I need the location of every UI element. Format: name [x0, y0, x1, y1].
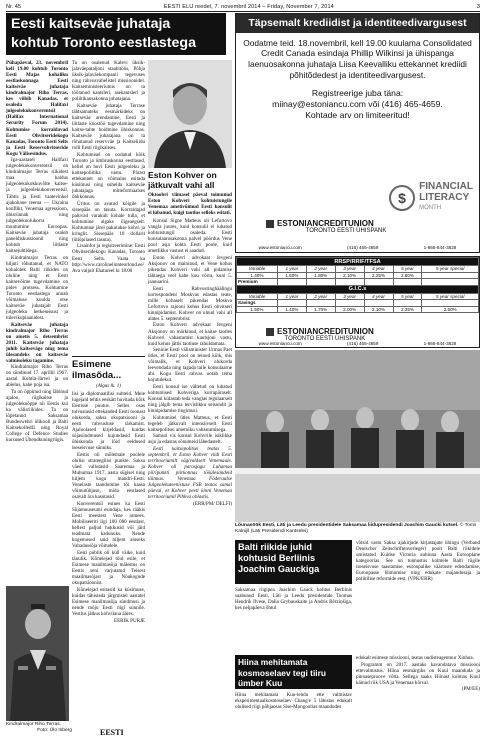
credit-seminar-ad: [235, 13, 480, 253]
eesti-elu-logo: EESTI: [100, 728, 124, 737]
ecu-flag-icon: [266, 328, 274, 336]
lead-column-2: [72, 60, 145, 354]
kohver-lede: Oktoobri viimasel päeval toimunud Eston Kohveri kohtuistungile Venemaa ametivõimud Eesti konsulit ei lubanud, kuigi taotlus selleks esitati.: [148, 192, 232, 217]
lead-paragraph: Lisainfot ja registreerimine: Eesti Ohvitseridekogu Kanadas, Toronto Eesti Selts. Vaata ka http://www.carolinelinnteorlond.ee/ Ava valjult Ehatareel ki 18.00: [72, 243, 145, 274]
balti-column-1: Saksamaa riigipea Joachim Gauck kohtus Berliinis saabunud Eesti, Läti ja Leedu presidentide Toomas Hendrik Ilvese, Dalia Grybauskaite ja Andris Bērziņšiga, kes neljapäeva õhtul: [235, 587, 352, 612]
hiina-column-1: Hiina mehitamata Kuu-lendu ette valmistav eksperimentaalkosmoselaev Chang'e 5 läbistas edukalt olulised riigi põhjaosas Sise-Mongoolias maandudes: [235, 692, 352, 711]
header-rule: [6, 11, 480, 12]
page-header: [6, 2, 480, 11]
presidents-photo-caption: Lõunasöök Eesti, Läti ja Leedu presidentidele Saksamaa liidupresidendi Joachim Gaucki kutsel. © Toms Kalnijš (Läti Presidendi Kantselei): [235, 523, 477, 534]
terras-photo: [6, 586, 69, 721]
page-number-right: 3: [476, 3, 480, 10]
lead-paragraph: Ta on osalenud Kalevi üksik-jalaväepataljoni staabitöös, Põhja üksik-jalaväekompanii tegevuses ning rahvusvahelistel missioonidel. Kaitseministeeriumis on ta töötanud kantsleri, asekantsleri ja poliitikaosakonna juhatajana.: [72, 60, 145, 103]
kohver-body: Konsul Signe Matteus oli Lefortovo vangla juures, kuid konsulil ei lubatud kohtuistungil osaleda. Eesti konsulaarosakonna palvel pöördus Vene pool asja kohta Eesti poole, kuid ametlikku vastust ei saadud. Eston Kohvri advokaat Jevgeni Aksjonov on maininud, et Vene kohus pikendas Kohveri vahi all pidamise tähtaega veel kahe kuu võrra, kuni 5. jaanuarini. Eesti Rahvusringhäälingu korrespondent Moskvas edastas teate, mille kohaselt pikendas Moskva Lefortovo rajooni kohus Eesti ohvitseri kinnipidamist. Kohver on olnud vahi all alates 5. septembrist. Eston Kohveri advokaat Jevgeni Aksjonov on märkinud, et kaitse taotles Kohveri vabastamist kautsjoni vastu, kuid kohus jättis taotluse rahuldamata. Seninie Eesti välisminister Urmas Paet ütles, et Eesti pool on teinud kõik, mis võimalik, et Kohveri olukorda leevendada ning tagada talle konsulaarne abi. Kogu Eesti rahvas ootab tema kojutulekut. Eesti konsul ise vältetud on lubatud kohtumised Kohveriga korrapäraselt. Konsul külastab teda vanglas regulaarselt ning jälgib tema tervislikku seisundit ja kinnipidamise tingimusi. Kohtumisel ütles Matteus, et Eesti tegeleb jätkuvalt intensiivselt Eesti kaitsepolitsei ametniku vabastamisega. Samuti vis konsul Kohvrile isiklikke asju ja edastas sõnumeid lähedastelt. Eesti kaitsepolitsei teatas 5. septembril, et Eston Kohver viidi Eesti territooriumilt vägivaldselt Venemaale. Kohver oli parasjagu Luhamaa piiripunkti piirkonnas tööülesandeid täitmas. Venemaa Föderaalse Julgeolekuteenistuse FSB teatas samal päeval, et Kohver peeti kinni Venemaa territooriumil Pihkva oblastis.: [148, 218, 232, 501]
ecu-footer-bottom: www.estoniancu.com (416) 465-4659 1-866-844-3828: [258, 341, 457, 346]
presidents-photo: [235, 350, 480, 522]
terras-photo-caption: Kindralmajor Riho Terras. Foto: Ülo Isberg: [6, 722, 72, 733]
rates-ad: [235, 256, 480, 348]
ad-body: Oodatme teid. 18.novembril, kell 19.00 kuulama Consolidated Credit Canada esindaja Phillip Wilkinsi ja ühispanga laenuosakonna juhataja Liisa Keevalliku ettekannet krediidi põhitõdedest ja identiteedivargusest. Registreerige juba täna: miinay@estoniancu.com või (416) 465-4659. Kohtade arv on limiteeritud!: [243, 37, 472, 120]
kohver-headline: Eston Kohver on jätkuvalt vahi all: [148, 170, 217, 190]
balti-headline: Balti riikide juhid kohtusid Berliinis Joachim Gauckiga: [235, 540, 352, 584]
rates-table: RRSP/RRIF/TFSA Variable 1 year 2 year 3 year 4 year 5 year 5 year special 1.40% 1.60% 1.80% 2.10% 2.25% 2.80% Premium G.I.C.s Variable 1 year 2 year 3 year 4 year 5 year 5 year special Savings 1.50% 1.40% 1.70% 2.00% 2.10% 2.35% 2.50%: [236, 257, 479, 313]
lead-column-1: [6, 60, 68, 586]
presidents-lunch-image: [235, 350, 480, 522]
lead-paragraph: Iga-aastasel Halifaxi julgeolekukonverentsil on kindralmajor Terras riikidest maa haldus julgeolekukokkuvõtte kaitse- ja julgeolekukonverentsil. Tähtis ja Eesti vaatevinkel ajakohane teema — Ukraina konflikt, Venemaa agressioon, ühisrünnak ning julgeolekuolukorra muutumine Euroopas. Kaitseväe juhataja osaleb paneldiskussioonil ning kohtub liitlaste kaitsejuhtidega.: [6, 157, 68, 254]
esimene-byline: (Algus lk. 1): [96, 383, 121, 389]
ad-title: Täpsemalt krediidist ja identiteedivargusest: [236, 14, 479, 33]
ecu-flag-icon: [266, 220, 274, 228]
ecu-footer-top: www.estoniancu.com (416) 465-4659 1-866-844-3828: [258, 245, 457, 250]
ecu-logo-top: ESTONIANCREDITUNION TORONTO EESTI ÜHISPANK: [266, 219, 416, 234]
svg-text:$: $: [398, 189, 407, 206]
esimene-body: lisi ja diplomaatilisi suhteid. Meie lugejaid tehtis eeskätt huvitada kõik Eestisse puutuv. Selles osas tutvustasid ettekanded Eesti toonast olukorda, saksa okupatsiooni ja eesti rahvusluse tärkamist. Ajaloolased kirjeldasid, kuidas sõjasündmused kujundasid Eesti ühiskonda ja lõid eeldused iseseisvuse sünniks. Eestis oli mõlemale poolele olulisi strateegilisi punkte. Saksa väed vallutasid Saaremaa ja Muhumaa 1917. aasta sügisel ning hiljem kogu mandri-Eesti. Venelaste taandumine tõi kaasa võimutühjuse, mida eestlased osavalt ära kasutasid. Konverentsil esines ka Eesti Sõjamuuseumi esindaja, kes rääkis Eesti meestest Vene armees. Mobiliseeriti ligi 100 000 eestlast, kellest paljud hukkusid või jäid teadmata kadunuks. Nende kogemused said hiljem aluseks Vabadussõja võitudele. Eesti publik oli küll väike, kuid tänulik. Kõnelejad tõid esile, et Esimese maailmasõja mälestus on Eestis seni varjutatud Teisest maailmasõjast ja Nõukogude okupatsioonist. Kõnelejad esitasid ka küsimuse, kuidas tähistada järgmistel aastatel Esimese maailmasõja sündmusi ja nende mõju Eesti riigi sünnile. Vestlus jätkus kohvilaua ääres.: [72, 391, 145, 617]
lead-paragraph: Kindralmajor Terras on hiljuti rõhutanud, et NATO kohalolek Balti riikides on oluline ning et Eesti kaitsevõime tugevdamine on pidev protsess. Kohtumine Toronto eestlastega annab võimaluse kuulda otse kaitseväe juhatajalt Eesti julgeoleku hetkeseisust ja tulevikuplaanidest.: [6, 254, 68, 321]
esimene-headline: Esimene ilmasõda...: [72, 356, 145, 381]
balti-column-2: võtsid vastu Saksa ajakirjade kirjastajate ühingu (Verband Deutscher Zeitschriftenverleger) poolt Balti riikidele omistatud Kuldse Victoria auhinna Aasta Eurooplane kategoorias. See on tunnustus kolmele Balti riigile iseseisvuse taastamise, euroopalike väärtuste edendamise, Euroopasse lõimumise ning edukate majandusaja ja poliitilise reformide eest. (VPK/ERR): [356, 540, 480, 583]
lead-paragraph: Kaitseväe juhataja Terrase tähtsamateks eesmärkideks on kaitseväe arendamine, Eesti ja liitlaste koostöö tugevdamine ning kaitse-tahte hoidmine ühiskonnas. Kaitseväe juhatajana on ta rõhutanud reservväe ja Kaitseliidu rolli Eesti riigikaitses.: [72, 102, 145, 152]
financial-literacy-badge: $ FINANCIAL LITERACY MONTH: [388, 181, 473, 214]
kohver-signature: (ERR/PM/ DELFI): [193, 500, 232, 507]
lead-headline: Eesti kaitseväe juhataja kohtub Toronto eestlastega: [6, 13, 226, 55]
esimene-signature: EERIK PURJE: [114, 617, 145, 624]
dollar-icon: [388, 184, 416, 212]
lead-paragraph: Kindralmajor Riho Terras on sündinud 17. aprillil 1967. aastal Kohtla-Järvel ja on abielus, kahe poja isa.: [6, 364, 68, 389]
kohver-photo: [148, 60, 232, 168]
lead-paragraph: Ta on õppinud ning läbinud ajaloo, riigikaitse ja julgeolekuõppe nii Eestis kui ka välisriikides. Ta on lõpetanud Saksamaa Bundeswehri ülikooli ja Balti Kaitsekolledži ning Royal College of Defence Studies kursused Ühendkuningriigis.: [6, 389, 68, 444]
esimene-story: [72, 356, 145, 726]
page-number-left: Nr. 45: [6, 3, 21, 10]
lead-paragraph: Üritus on avatud kõigile ja sissepääs on tasuta. Korraldajad paluvad varakult kohale tulla, et kohtumine algaks õigeaegselt. Kohtumise järel pakutakse kohvi ja kringlit. Sissepääs 10 dollarit (üliõpilased tasuta).: [72, 200, 145, 243]
kohver-italic-note: Eesti kaitsepolitsei teatas 5. septembril, et Eston Kohver viidi Eesti territooriumilt vägivaldselt Venemaale. Kohver oli parasjagu Luhamaa piiripunkti piirkonnas tööülesandeid täitmas. Venemaa Föderaalse Julgeolekuteenistuse FSB teatas samal päeval, et Kohver peeti kinni Venemaa territooriumil Pihkva oblastis.: [148, 445, 232, 501]
lead-paragraph: Kohtumisel on oodatud kõik Toronto ja ümbruskonna eestlased, kellel on huvi Eesti julgeoleku ja kaitsepoliitika vastu. Pärast ettekannet on võimalus esitada küsimusi ning suhelda kaitseväe juhatajaga mitteformaalses õhkkonnas.: [72, 151, 145, 201]
kohver-story: [148, 170, 232, 732]
issue-date-line: EESTI ELU reedel, 7. novembril 2014 – Friday, November 7, 2014: [163, 3, 334, 10]
lead-paragraph: Pühapäeval, 23. novembril kell 19.00 kohtub Toronto Eesti Majas kohaliku eestlaskonnaga Eesti kaitseväe juhataja kindralmajor Riho Terras, kes viibib Kanadas, et osaleda Halifaxi julgeolekukonverentsil (Halifax International Security Forum 2014). Kohtumise korraldavad Eesti Ohvitseridekogu Kanadas, Toronto Eesti Selts ja Eesti Reservohvitseride Kogu Välisesindus.: [6, 60, 68, 157]
lead-paragraph: Kaitseväe juhataja kindralmajor Riho Terras on ametis 5. detsembrist 2011. Kaitseväe juhataja juhib kaitseväge ning tema ülesandeks on kaitseväe valmisoleku tagamine.: [6, 321, 68, 364]
terras-portrait-icon: [6, 586, 69, 721]
ecu-logo-bottom: ESTONIANCREDITUNION TORONTO EESTI ÜHISPANK: [266, 327, 374, 342]
hiina-column-2: edukalt esimese missiooni, teatas uudisteagentuur Xinhua. Programm on 2017. aastaks kavandatava missiooni ettevalmistus. Hiina eesmärgiks on Kuul maanduda ja pinnaseproove võtta. Sellega saaks Hiinast kolmas Kuul käinud riik USA ja Venemaa kõrval. (PM/EE): [356, 655, 480, 693]
kohver-portrait-icon: [148, 60, 232, 168]
hiina-headline: Hiina mehitamata kosmoselaev tegi tiiru ümber Kuu: [235, 655, 352, 689]
